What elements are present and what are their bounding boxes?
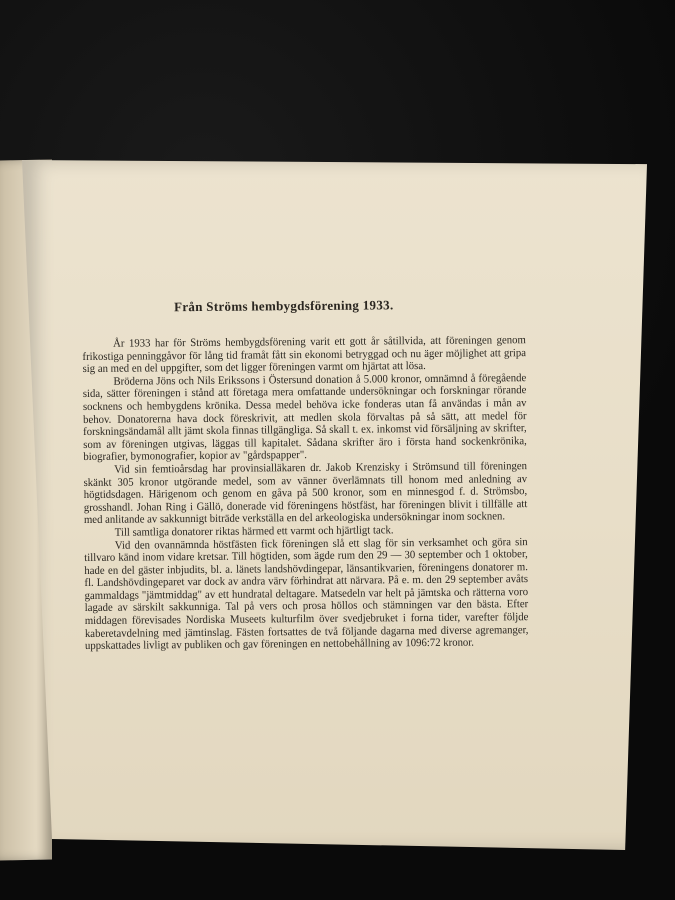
article-title: Från Ströms hembygdsförening 1933. <box>173 297 394 315</box>
paragraph: Bröderna Jöns och Nils Erikssons i Östersund donation å 5.000 kronor, omnämnd å föregående sida, sätter föreningen i stånd att företaga mera omfattande undersökningar och forskningar rörande socknens och hembygdens krönika. Dessa medel behöva icke fonderas utan få användas i mån av behov. Donatorerna hava dock föreskrivit, att medlen skola förvaltas på så sätt, att medel för forskningsändamål allt jämt skola finnas tillgängliga. Så skall t. ex. inkomst vid försäljning av skrifter, som av föreningen utgivas, läggas till kapitalet. Sådana skrifter äro i första hand sockenkrönika, biografier, bymonografier, kopior av "gårdspapper". <box>82 371 527 464</box>
article <box>82 296 547 653</box>
paragraph: Vid sin femtioårsdag har provinsialläkaren dr. Jakob Krenzisky i Strömsund till föreningen skänkt 305 kronor utgörande medel, som av vänner överlämnats till honom med anledning av högtidsdagen. Härigenom och genom en gåva på 500 kronor, som en minnesgod f. d. Strömsbo, grosshandl. Johan Ring i Gällö, donerade vid föreningens höstfäst, har föreningen blivit i tillfälle att med anlitande av sakkunnigt biträde verkställa en del arkeologiska undersökningar inom socknen. <box>83 460 528 527</box>
paragraph: Till samtliga donatorer riktas härmed ett varmt och hjärtligt tack. <box>114 524 394 539</box>
paragraph: År 1933 har för Ströms hembygdsförening varit ett gott år såtillvida, att föreningen genom frikostiga penninggåvor för lång tid framåt fått sin ekonomi betryggad och nu äger möjlighet att gripa sig an med en del uppgifter, som det ligger föreningen varmt om hjärtat att lösa. <box>82 334 527 376</box>
paragraph: Vid den ovannämnda höstfästen fick föreningen slå ett slag för sin verksamhet och göra sin tillvaro känd inom vidare kretsar. Till högtiden, som ägde rum den 29 — 30 september och 1 oktober, hade en del gäster inbjudits, bl. a. länets landshövdingepar, länsantikvarien, föreningens donatorer m. fl. Landshövdingeparet var dock av andra värv förhindrat att närvara. På e. m. den 29 september avåts gammaldags "jämtmiddag" av ett hundratal deltagare. Matsedeln var helt på jämtska och rätterna voro lagade av särskilt sakkunniga. Tal på vers och prosa höllos och stämningen var den bästa. Efter middagen förevisades Nordiska Museets kulturfilm över svedjebruket i forna tider, varefter följde kaberetavdelning med jämtinslag. Fästen fortsattes de två följande dagarna med diverse agremanger, uppskattades livligt av publiken och gav föreningen en nettobehållning av 1096:72 kronor. <box>84 535 529 653</box>
